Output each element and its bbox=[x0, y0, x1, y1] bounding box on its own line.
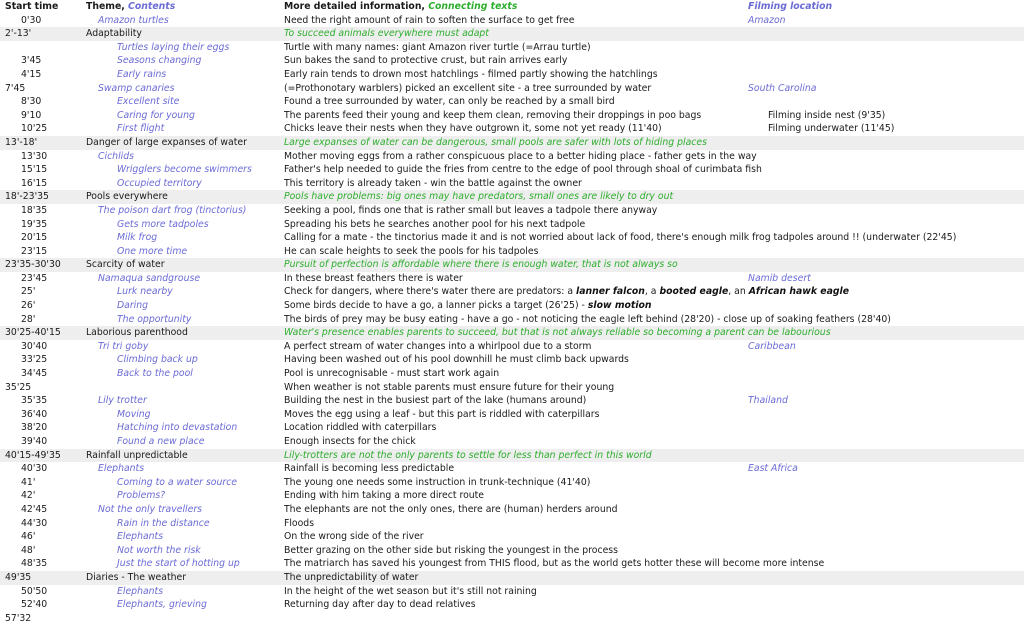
info-cell bbox=[284, 421, 436, 435]
theme-cell: Not worth the risk bbox=[117, 544, 201, 556]
start-time-cell: 52'40 bbox=[21, 599, 48, 611]
table-row bbox=[0, 408, 1024, 422]
info-text: Location riddled with caterpillars bbox=[284, 422, 437, 434]
info-text: Calling for a mate - the tinctorius made it and is not worried about lack of food, there's enough milk frog tadpoles around !! (underwater (22'45) bbox=[284, 232, 957, 244]
info-cell bbox=[284, 41, 591, 55]
info-text: Having been washed out of his pool downhill he must climb back upwards bbox=[284, 354, 629, 366]
filming-location-cell: East Africa bbox=[748, 463, 798, 475]
info-text: He can scale heights to seek the pools for his tadpoles bbox=[284, 245, 539, 257]
theme-cell: Elephants bbox=[98, 463, 145, 475]
start-time-cell: 50'50 bbox=[21, 585, 48, 597]
start-time-cell: 35'25 bbox=[5, 381, 32, 393]
info-text: Some birds decide to have a go, a lanner picks a target (26'25) - bbox=[284, 300, 585, 312]
theme-cell: First flight bbox=[117, 123, 165, 135]
info-text: Turtle with many names: giant Amazon river turtle (=Arrau turtle) bbox=[284, 41, 591, 53]
start-time-cell: 4'15 bbox=[21, 68, 42, 80]
bold-highlight: African hawk eagle bbox=[748, 286, 849, 298]
header-theme bbox=[86, 0, 175, 14]
theme-cell: The opportunity bbox=[117, 313, 192, 325]
info-text: Water's presence enables parents to succeed, but that is not always reliable so becoming a parent can be labourious bbox=[284, 327, 831, 339]
table-row bbox=[0, 381, 1024, 395]
info-cell bbox=[284, 285, 849, 299]
start-time-cell: 23'15 bbox=[21, 245, 48, 257]
info-text: Spreading his bets he searches another pool for his next tadpole bbox=[284, 218, 586, 230]
theme-cell: Turtles laying their eggs bbox=[117, 41, 230, 53]
start-time-cell: 18'-23'35 bbox=[5, 191, 49, 203]
start-time-cell: 20'15 bbox=[21, 232, 48, 244]
start-time-cell: 13'-18' bbox=[5, 136, 38, 148]
table-row bbox=[0, 245, 1024, 259]
theme-cell: Gets more tadpoles bbox=[117, 218, 209, 230]
info-cell bbox=[284, 150, 757, 164]
start-time-cell: 19'35 bbox=[21, 218, 48, 230]
table-row bbox=[0, 313, 1024, 327]
table-row bbox=[0, 299, 1024, 313]
table-row bbox=[0, 136, 1024, 150]
info-cell bbox=[284, 68, 658, 82]
info-cell bbox=[284, 571, 418, 585]
theme-cell: The poison dart frog (tinctorius) bbox=[98, 204, 247, 216]
start-time-cell: 36'40 bbox=[21, 408, 48, 420]
table-row bbox=[0, 435, 1024, 449]
info-cell bbox=[284, 381, 614, 395]
info-cell bbox=[284, 82, 651, 96]
info-text: A perfect stream of water changes into a whirlpool due to a storm bbox=[284, 340, 592, 352]
info-text: Enough insects for the chick bbox=[284, 436, 416, 447]
info-cell bbox=[284, 299, 652, 313]
info-cell bbox=[284, 136, 707, 150]
table-row bbox=[0, 231, 1024, 245]
info-cell bbox=[284, 218, 585, 232]
table-row bbox=[0, 557, 1024, 571]
theme-cell: Moving bbox=[117, 408, 151, 420]
start-time-cell: 3'45 bbox=[21, 55, 42, 67]
table-row bbox=[0, 598, 1024, 612]
info-text: Need the right amount of rain to soften the surface to get free bbox=[284, 14, 575, 26]
theme-cell: Daring bbox=[117, 300, 149, 312]
start-time-cell: 0'30 bbox=[21, 14, 42, 26]
theme-cell: Scarcity of water bbox=[86, 259, 165, 271]
theme-cell: Coming to a water source bbox=[117, 476, 238, 488]
info-cell bbox=[284, 54, 567, 68]
theme-cell: Lily trotter bbox=[98, 395, 147, 407]
start-time-cell: 39'40 bbox=[21, 436, 48, 447]
table-row bbox=[0, 394, 1024, 408]
start-time-cell: 40'15-49'35 bbox=[5, 449, 61, 461]
info-cell bbox=[284, 394, 586, 408]
info-cell bbox=[284, 367, 499, 381]
info-text: Better grazing on the other side but risking the youngest in the process bbox=[284, 544, 618, 556]
theme-cell: Elephants, grieving bbox=[117, 599, 207, 611]
table-row bbox=[0, 585, 1024, 599]
theme-cell: Early rains bbox=[117, 68, 167, 80]
start-time-cell: 23'35-30'30 bbox=[5, 259, 61, 271]
table-row bbox=[0, 218, 1024, 232]
theme-cell: Lurk nearby bbox=[117, 286, 173, 298]
info-text: To succeed animals everywhere must adapt bbox=[284, 28, 489, 40]
info-text: Check for dangers, where there's water there are predators: a bbox=[284, 286, 574, 298]
info-cell bbox=[284, 122, 662, 136]
info-connector: , a bbox=[644, 286, 657, 298]
theme-cell: Climbing back up bbox=[117, 354, 198, 366]
start-time-cell: 42' bbox=[21, 490, 36, 502]
table-row bbox=[0, 489, 1024, 503]
info-text: Lily-trotters are not the only parents to settle for less than perfect in this world bbox=[284, 449, 652, 461]
table-row bbox=[0, 612, 1024, 626]
header-location: Filming location bbox=[748, 1, 833, 12]
filming-note-cell: Filming underwater (11'45) bbox=[768, 123, 895, 135]
info-cell bbox=[284, 95, 615, 109]
info-text: The young one needs some instruction in trunk-technique (41'40) bbox=[284, 476, 591, 488]
start-time-cell: 57'32 bbox=[5, 612, 32, 624]
info-cell bbox=[284, 245, 538, 259]
start-time-cell: 49'35 bbox=[5, 571, 32, 583]
info-cell bbox=[284, 585, 537, 599]
info-cell bbox=[284, 340, 591, 354]
table-row bbox=[0, 476, 1024, 490]
info-cell bbox=[284, 476, 590, 490]
start-time-cell: 18'35 bbox=[21, 204, 48, 216]
table-row bbox=[0, 530, 1024, 544]
theme-cell: Not the only travellers bbox=[98, 503, 203, 515]
theme-cell: Laborious parenthood bbox=[86, 327, 188, 339]
info-cell bbox=[284, 530, 424, 544]
table-row bbox=[0, 190, 1024, 204]
table-row bbox=[0, 177, 1024, 191]
start-time-cell: 48' bbox=[21, 544, 36, 556]
table-row bbox=[0, 340, 1024, 354]
info-cell bbox=[284, 109, 701, 123]
theme-cell: Namaqua sandgrouse bbox=[98, 272, 201, 284]
table-row bbox=[0, 163, 1024, 177]
info-cell bbox=[284, 14, 574, 28]
start-time-cell: 30'40 bbox=[21, 340, 48, 352]
theme-cell: Cichlids bbox=[98, 150, 134, 162]
info-cell bbox=[284, 27, 489, 41]
table-row bbox=[0, 367, 1024, 381]
info-text: Ending with him taking a more direct route bbox=[284, 490, 485, 502]
start-time-cell: 26' bbox=[21, 300, 36, 312]
info-text: Pursuit of perfection is affordable where there is enough water, that is not always so bbox=[284, 259, 678, 271]
info-cell bbox=[284, 231, 956, 245]
info-cell bbox=[284, 313, 891, 327]
info-text: Large expanses of water can be dangerous, small pools are safer with lots of hiding places bbox=[284, 136, 707, 148]
info-text: Returning day after day to dead relatives bbox=[284, 599, 476, 611]
table-row bbox=[0, 285, 1024, 299]
info-text: Found a tree surrounded by water, can only be reached by a small bird bbox=[284, 96, 615, 108]
bold-highlight: slow motion bbox=[587, 300, 652, 312]
table-row bbox=[0, 122, 1024, 136]
header-info bbox=[284, 0, 517, 14]
info-cell bbox=[284, 353, 629, 367]
table-row bbox=[0, 41, 1024, 55]
info-text: Early rain tends to drown most hatchlings - filmed partly showing the hatchlings bbox=[284, 68, 658, 80]
table-row bbox=[0, 109, 1024, 123]
theme-cell: Amazon turtles bbox=[98, 14, 169, 26]
start-time-cell: 7'45 bbox=[5, 82, 26, 94]
info-text: On the wrong side of the river bbox=[284, 531, 424, 543]
start-time-cell: 42'45 bbox=[21, 503, 48, 515]
info-text: The birds of prey may be busy eating - have a go - not noticing the eagle left behind (28'20) - close up of soaking feathers (28'40) bbox=[284, 313, 891, 325]
start-time-cell: 2'-13' bbox=[5, 28, 32, 40]
info-text: Building the nest in the busiest part of the lake (humans around) bbox=[284, 395, 587, 407]
header-start-time: Start time bbox=[5, 1, 59, 12]
info-cell bbox=[284, 489, 484, 503]
info-text: The parents feed their young and keep them clean, removing their droppings in poo bags bbox=[284, 109, 702, 121]
bold-highlight: booted eagle bbox=[659, 286, 729, 298]
start-time-cell: 23'45 bbox=[21, 272, 48, 284]
info-text: The matriarch has saved his youngest from THIS flood, but as the world gets hotter these will become more intense bbox=[284, 558, 825, 570]
info-text: In the height of the wet season but it's still not raining bbox=[284, 585, 537, 597]
start-time-cell: 40'30 bbox=[21, 463, 48, 475]
table-row bbox=[0, 326, 1024, 340]
theme-cell: Just the start of hotting up bbox=[117, 558, 240, 570]
info-cell bbox=[284, 435, 416, 449]
theme-cell: Diaries - The weather bbox=[86, 571, 187, 583]
start-time-cell: 38'20 bbox=[21, 422, 48, 434]
info-cell bbox=[284, 177, 582, 191]
info-cell bbox=[284, 557, 824, 571]
info-text: The unpredictability of water bbox=[284, 571, 419, 583]
table-row bbox=[0, 544, 1024, 558]
info-cell bbox=[284, 544, 618, 558]
table-row bbox=[0, 68, 1024, 82]
start-time-cell: 41' bbox=[21, 476, 36, 488]
info-cell bbox=[284, 408, 599, 422]
table-row bbox=[0, 503, 1024, 517]
filming-location-cell: South Carolina bbox=[748, 82, 817, 94]
theme-cell: Elephants bbox=[117, 585, 164, 597]
theme-cell: Danger of large expanses of water bbox=[86, 136, 247, 148]
info-text: When weather is not stable parents must ensure future for their young bbox=[284, 381, 615, 393]
start-time-cell: 8'30 bbox=[21, 96, 42, 108]
header-connecting-label: Connecting texts bbox=[428, 1, 518, 12]
start-time-cell: 16'15 bbox=[21, 177, 48, 189]
table-row bbox=[0, 150, 1024, 164]
start-time-cell: 44'30 bbox=[21, 517, 48, 529]
theme-cell: Occupied territory bbox=[117, 177, 202, 189]
theme-cell: Rainfall unpredictable bbox=[86, 449, 188, 461]
start-time-cell: 15'15 bbox=[21, 164, 48, 176]
table-row bbox=[0, 272, 1024, 286]
theme-cell: Excellent site bbox=[117, 96, 180, 108]
header-info-label: More detailed information, bbox=[284, 1, 425, 12]
table-row bbox=[0, 258, 1024, 272]
info-cell bbox=[284, 204, 657, 218]
schedule-rows bbox=[0, 14, 1024, 626]
start-time-cell: 10'25 bbox=[21, 123, 48, 135]
theme-cell: Adaptability bbox=[86, 28, 142, 40]
header-theme-label: Theme, bbox=[86, 1, 125, 12]
info-text: Pool is unrecognisable - must start work again bbox=[284, 368, 500, 380]
start-time-cell: 48'35 bbox=[21, 558, 48, 570]
info-cell bbox=[284, 163, 762, 177]
table-row bbox=[0, 14, 1024, 28]
info-cell bbox=[284, 326, 831, 340]
info-connector: , an bbox=[728, 286, 746, 298]
table-row bbox=[0, 204, 1024, 218]
info-cell bbox=[284, 517, 314, 531]
info-text: The elephants are not the only ones, there are (human) herders around bbox=[284, 503, 618, 515]
theme-cell: Caring for young bbox=[117, 109, 195, 121]
info-text: Father's help needed to guide the fries from centre to the edge of pool through shoal of curimbata fish bbox=[284, 164, 762, 176]
info-text: Sun bakes the sand to protective crust, but rain arrives early bbox=[284, 55, 568, 67]
theme-cell: Tri tri goby bbox=[98, 340, 149, 352]
theme-cell: Swamp canaries bbox=[98, 82, 175, 94]
theme-cell: Back to the pool bbox=[117, 368, 193, 380]
info-cell bbox=[284, 272, 463, 286]
info-text: In these breast feathers there is water bbox=[284, 272, 463, 284]
info-text: Chicks leave their nests when they have outgrown it, some not yet ready (11'40) bbox=[284, 123, 662, 135]
info-text: Rainfall is becoming less predictable bbox=[284, 463, 455, 475]
info-cell bbox=[284, 449, 652, 463]
theme-cell: Pools everywhere bbox=[86, 191, 168, 203]
table-row bbox=[0, 462, 1024, 476]
filming-location-cell: Namib desert bbox=[748, 272, 811, 284]
info-cell bbox=[284, 190, 673, 204]
info-text: Moves the egg using a leaf - but this part is riddled with caterpillars bbox=[284, 408, 600, 420]
start-time-cell: 13'30 bbox=[21, 150, 48, 162]
table-row bbox=[0, 95, 1024, 109]
table-row bbox=[0, 517, 1024, 531]
start-time-cell: 30'25-40'15 bbox=[5, 327, 61, 339]
theme-cell: Wrigglers become swimmers bbox=[117, 164, 252, 176]
theme-cell: Rain in the distance bbox=[117, 517, 210, 529]
table-row bbox=[0, 54, 1024, 68]
start-time-cell: 28' bbox=[21, 313, 36, 325]
info-text: Floods bbox=[284, 517, 315, 529]
filming-note-cell: Filming inside nest (9'35) bbox=[768, 109, 886, 121]
start-time-cell: 9'10 bbox=[21, 109, 42, 121]
bold-highlight: lanner falcon bbox=[576, 286, 645, 298]
info-text: Pools have problems: big ones may have predators, small ones are likely to dry out bbox=[284, 191, 674, 203]
info-text: Mother moving eggs from a rather conspicuous place to a better hiding place - father gets in the way bbox=[284, 150, 757, 162]
table-row bbox=[0, 421, 1024, 435]
info-text: This territory is already taken - win the battle against the owner bbox=[284, 177, 582, 189]
start-time-cell: 33'25 bbox=[21, 354, 48, 366]
start-time-cell: 46' bbox=[21, 531, 36, 543]
theme-cell: Found a new place bbox=[117, 436, 205, 447]
filming-location-cell: Thailand bbox=[748, 395, 788, 407]
start-time-cell: 25' bbox=[21, 286, 36, 298]
header-contents-label: Contents bbox=[128, 1, 176, 12]
theme-cell: Milk frog bbox=[117, 232, 158, 244]
theme-cell: Problems? bbox=[117, 490, 166, 502]
info-cell bbox=[284, 598, 476, 612]
table-row bbox=[0, 449, 1024, 463]
info-text: Seeking a pool, finds one that is rather small but leaves a tadpole there anyway bbox=[284, 204, 658, 216]
info-cell bbox=[284, 462, 454, 476]
table-row bbox=[0, 27, 1024, 41]
theme-cell: Hatching into devastation bbox=[117, 422, 238, 434]
info-cell bbox=[284, 258, 678, 272]
theme-cell: One more time bbox=[117, 245, 188, 257]
theme-cell: Seasons changing bbox=[117, 55, 202, 67]
table-row bbox=[0, 82, 1024, 96]
filming-location-cell: Amazon bbox=[748, 14, 786, 26]
header-row bbox=[0, 0, 1024, 14]
table-row bbox=[0, 571, 1024, 585]
filming-location-cell: Caribbean bbox=[748, 340, 796, 352]
start-time-cell: 35'35 bbox=[21, 395, 48, 407]
info-cell bbox=[284, 503, 618, 517]
theme-cell: Elephants bbox=[117, 531, 164, 543]
start-time-cell: 34'45 bbox=[21, 368, 48, 380]
table-row bbox=[0, 353, 1024, 367]
info-text: (=Prothonotary warblers) picked an excellent site - a tree surrounded by water bbox=[284, 82, 652, 94]
